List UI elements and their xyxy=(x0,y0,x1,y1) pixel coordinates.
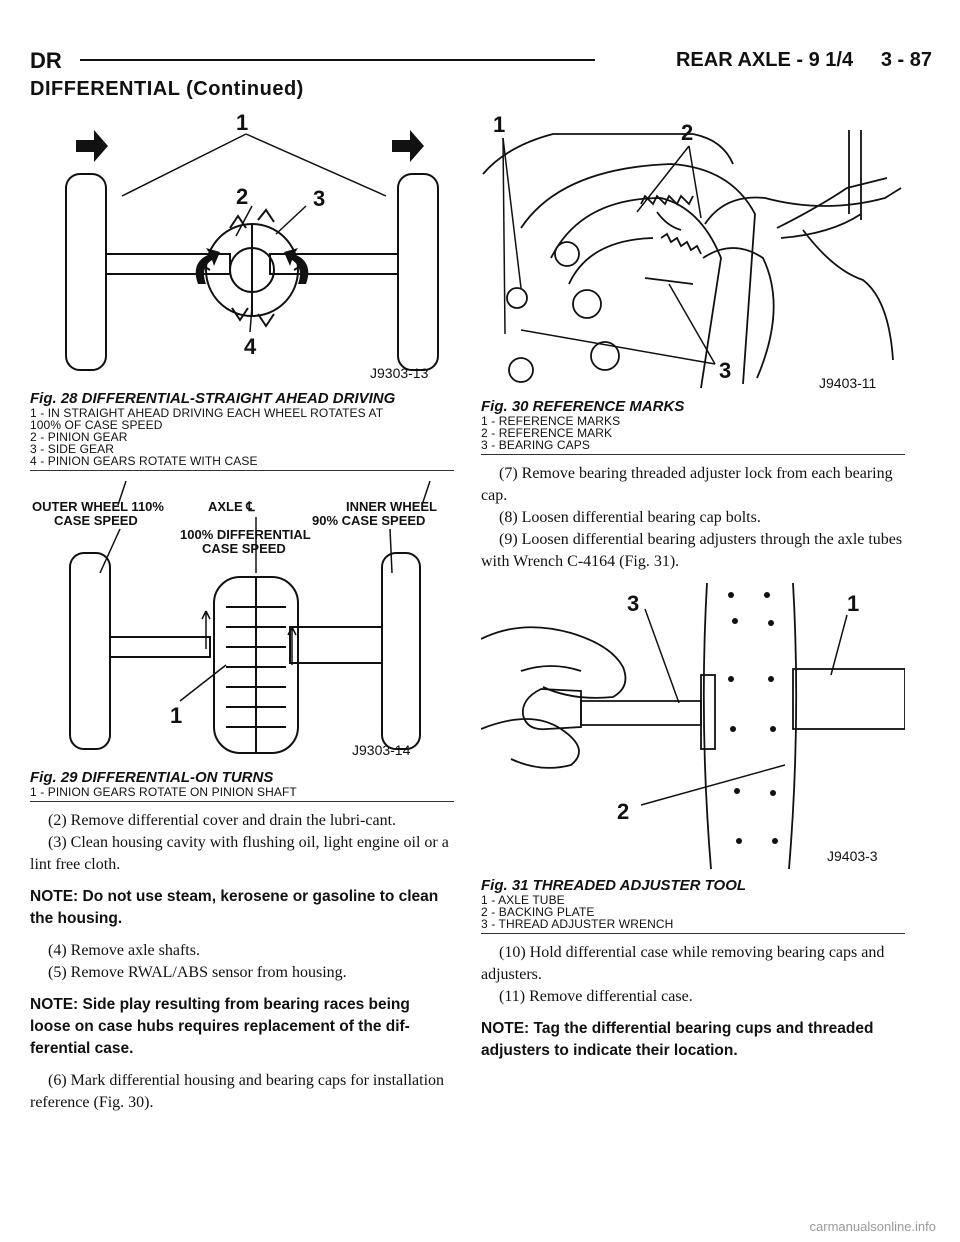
note-housing-cleaning: NOTE: Do not use steam, kerosene or gasoline to clean the housing. xyxy=(30,888,439,927)
right-wheel xyxy=(398,174,438,370)
section-subtitle: DIFFERENTIAL (Continued) xyxy=(30,78,304,100)
left-column xyxy=(30,108,454,1114)
fig31-callout-2: 2 xyxy=(617,799,630,824)
fig31-legend-2: 2 - BACKING PLATE xyxy=(481,905,595,919)
fig29-illustration xyxy=(30,477,454,767)
fig31-legend-1: 1 - AXLE TUBE xyxy=(481,893,565,907)
fig28-code: J9303-13 xyxy=(370,365,429,381)
fig28-legend-1b: 100% OF CASE SPEED xyxy=(30,418,163,432)
fig31-callout-1: 1 xyxy=(847,591,860,616)
fig28-rule xyxy=(30,470,454,471)
fig30-illustration xyxy=(481,108,905,396)
fig28-callout-2: 2 xyxy=(236,184,249,209)
fig29-legend-1: 1 - PINION GEARS ROTATE ON PINION SHAFT xyxy=(30,785,297,799)
fig31-callout-3: 3 xyxy=(627,591,640,616)
inner-wheel xyxy=(382,553,420,749)
step-5: (5) Remove RWAL/ABS sensor from housing. xyxy=(48,964,347,981)
figure-30 xyxy=(481,108,905,455)
page-reference: REAR AXLE - 9 1/4 3 - 87 xyxy=(675,49,932,71)
fig29-callout-1: 1 xyxy=(170,703,183,728)
fig29-label-diff-1: 100% DIFFERENTIAL xyxy=(180,527,311,542)
fig30-caption: Fig. 30 REFERENCE MARKS xyxy=(481,398,685,415)
step-11: (11) Remove differential case. xyxy=(499,988,693,1005)
right-body-text-bottom xyxy=(481,942,905,1062)
fig29-label-outer-2: CASE SPEED xyxy=(54,513,138,528)
fig29-label-outer-1: OUTER WHEEL 110% xyxy=(32,499,164,514)
fig28-callout-1: 1 xyxy=(236,110,249,135)
step-3: (3) Clean housing cavity with flushing oil, light engine oil or a lint free cloth. xyxy=(30,834,449,873)
fig30-callout-2: 2 xyxy=(681,120,694,145)
fig29-label-inner-1: INNER WHEEL xyxy=(346,499,437,514)
fig28-legend-1: 1 - IN STRAIGHT AHEAD DRIVING EACH WHEEL ROTATES AT xyxy=(30,406,384,420)
fig31-legend-3: 3 - THREAD ADJUSTER WRENCH xyxy=(481,917,674,931)
fig28-caption: Fig. 28 DIFFERENTIAL-STRAIGHT AHEAD DRIVING xyxy=(30,390,396,407)
fig28-callout-4: 4 xyxy=(244,334,257,359)
section-code: DR xyxy=(30,48,62,73)
step-9: (9) Loosen differential bearing adjusters through the axle tubes with Wrench C-4164 (Fig. 31). xyxy=(481,531,903,570)
fig29-label-axle: AXLE ℄ xyxy=(208,499,255,514)
left-body-text xyxy=(30,810,454,1114)
figure-29 xyxy=(30,477,454,802)
right-body-text-top xyxy=(481,463,905,573)
step-4: (4) Remove axle shafts. xyxy=(48,942,200,959)
left-wheel xyxy=(66,174,106,370)
outer-wheel xyxy=(70,553,110,749)
step-7: (7) Remove bearing threaded adjuster lock from each bearing cap. xyxy=(481,465,893,504)
figure-28 xyxy=(30,108,454,471)
fig28-illustration xyxy=(30,108,454,388)
wrench-shaft xyxy=(581,701,701,725)
fig31-code: J9403-3 xyxy=(827,848,878,864)
step-6: (6) Mark differential housing and bearing caps for installation reference (Fig. 30). xyxy=(30,1072,445,1111)
fig30-legend-3: 3 - BEARING CAPS xyxy=(481,438,590,452)
fig29-label-diff-2: CASE SPEED xyxy=(202,541,286,556)
fig28-legend-2: 2 - PINION GEAR xyxy=(30,430,128,444)
step-10: (10) Hold differential case while removing bearing caps and adjusters. xyxy=(481,944,885,983)
step-2: (2) Remove differential cover and drain the lubri-cant. xyxy=(48,812,397,829)
fig29-rule xyxy=(30,801,454,802)
fig29-code: J9303-14 xyxy=(352,742,411,758)
axle-tube xyxy=(793,669,905,729)
fig28-legend-4: 4 - PINION GEARS ROTATE WITH CASE xyxy=(30,454,258,468)
step-8: (8) Loosen differential bearing cap bolts. xyxy=(499,509,761,526)
fig28-callout-3: 3 xyxy=(313,186,326,211)
fig31-illustration xyxy=(481,579,905,875)
fig30-legend-1: 1 - REFERENCE MARKS xyxy=(481,414,621,428)
header-rule xyxy=(80,59,595,61)
fig30-callout-3: 3 xyxy=(719,358,732,383)
fig30-rule xyxy=(481,454,905,455)
fig30-callout-1: 1 xyxy=(493,112,506,137)
right-column xyxy=(481,108,905,1072)
fig31-caption: Fig. 31 THREADED ADJUSTER TOOL xyxy=(481,877,747,894)
fig30-code: J9403-11 xyxy=(819,375,877,391)
fig31-rule xyxy=(481,933,905,934)
note-tag-bearing-cups: NOTE: Tag the differential bearing cups and threaded adjusters to indicate their location. xyxy=(481,1020,874,1059)
fig30-legend-2: 2 - REFERENCE MARK xyxy=(481,426,613,440)
fig28-legend-3: 3 - SIDE GEAR xyxy=(30,442,114,456)
fig29-caption: Fig. 29 DIFFERENTIAL-ON TURNS xyxy=(30,769,274,786)
note-side-play: NOTE: Side play resulting from bearing races being loose on case hubs requires replacement of the dif-ferential case. xyxy=(30,996,410,1057)
fig29-label-inner-2: 90% CASE SPEED xyxy=(312,513,426,528)
watermark: carmanualsonline.info xyxy=(809,1219,936,1234)
figure-31 xyxy=(481,579,905,934)
